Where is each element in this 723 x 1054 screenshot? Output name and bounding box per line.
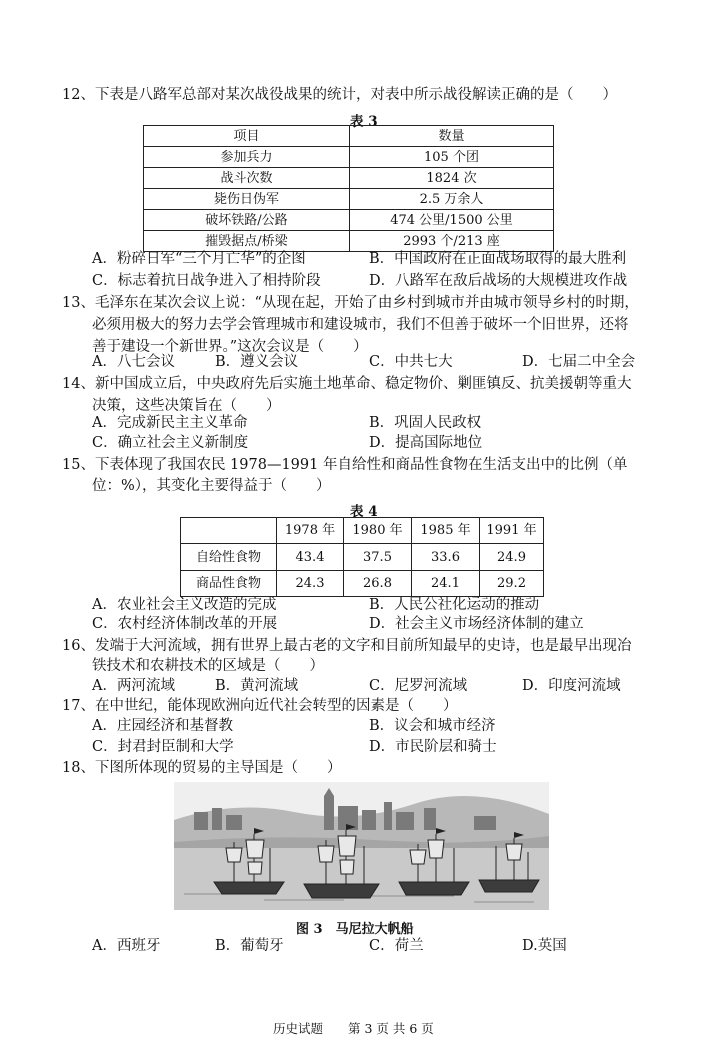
table4-header: 1978 年 [277,518,344,544]
table3-cell: 2993 个/213 座 [350,231,554,252]
q18-option-d[interactable]: D.英国 [522,938,567,954]
table3-cell: 破坏铁路/公路 [144,210,350,231]
q12-stem: 12、下表是八路军总部对某次战役战果的统计，对表中所示战役解读正确的是（ ） [62,87,617,103]
q18-option-a[interactable]: A．西班牙 [92,938,161,954]
q13-stem-line2: 必须用极大的努力去学会管理城市和建设城市，我们不但善于破坏一个旧世界，还将 [92,317,629,333]
q17-option-b[interactable]: B．议会和城市经济 [369,718,496,734]
table3-caption: 表 3 [350,114,378,130]
table4-cell: 43.4 [277,544,344,571]
table4-cell: 自给性食物 [181,544,277,571]
table-row [181,571,544,597]
table4 [180,517,544,597]
table3-cell: 参加兵力 [144,147,350,168]
page-footer: 历史试题 第 3 页 共 6 页 [273,1021,434,1036]
q14-option-a[interactable]: A．完成新民主主义革命 [92,415,248,431]
q12-option-d[interactable]: D．八路军在敌后战场的大规模进攻作战 [369,273,628,289]
q12-option-c[interactable]: C．标志着抗日战争进入了相持阶段 [92,273,321,289]
q13-option-a[interactable]: A．八七会议 [92,354,175,370]
table4-cell: 33.6 [412,544,480,571]
table3-cell: 摧毁据点/桥梁 [144,231,350,252]
table4-cell: 商品性食物 [181,571,277,597]
q15-option-a[interactable]: A．农业社会主义改造的完成 [92,597,277,613]
table4-header: 1985 年 [412,518,480,544]
table-row [144,189,554,210]
q15-stem-line1: 15、下表体现了我国农民 1978—1991 年自给性和商品性食物在生活支出中的比例（单 [62,457,628,473]
table-row [144,147,554,168]
table3-cell: 战斗次数 [144,168,350,189]
q18-option-c[interactable]: C．荷兰 [369,938,424,954]
table3-header: 数量 [350,126,554,147]
q15-option-c[interactable]: C．农村经济体制改革的开展 [92,616,278,632]
table4-header [181,518,277,544]
q16-stem-line2: 铁技术和农耕技术的区域是（ ） [92,658,324,674]
manila-galleon-figure [174,782,549,910]
table4-cell: 24.3 [277,571,344,597]
q16-option-b[interactable]: B．黄河流域 [215,678,299,694]
table-row [144,210,554,231]
table-row [144,231,554,252]
table4-header: 1980 年 [344,518,412,544]
table3-cell: 105 个团 [350,147,554,168]
table4-cell: 37.5 [344,544,412,571]
q18-stem-line1: 18、下图所体现的贸易的主导国是（ ） [62,760,342,776]
table4-header-row [181,518,544,544]
table-row [144,168,554,189]
q17-stem-line1: 17、在中世纪，能体现欧洲向近代社会转型的因素是（ ） [62,698,458,714]
q13-stem-line1: 13、毛泽东在某次会议上说：“从现在起，开始了由乡村到城市并由城市领导乡村的时期， [62,295,639,311]
table4-cell: 29.2 [480,571,544,597]
q17-option-a[interactable]: A．庄园经济和基督教 [92,718,233,734]
table3-cell: 2.5 万余人 [350,189,554,210]
q15-stem-line2: 位：%），其变化主要得益于（ ） [92,478,331,494]
galleon-engraving-icon [174,782,549,910]
q17-option-c[interactable]: C．封君封臣制和大学 [92,739,234,755]
q17-option-d[interactable]: D．市民阶层和骑士 [369,739,497,755]
figure3-caption: 图 3 马尼拉大帆船 [296,922,414,937]
table4-header: 1991 年 [480,518,544,544]
q12-option-a[interactable]: A．粉碎日军“三个月亡华”的企图 [92,251,306,267]
table4-caption: 表 4 [350,504,378,520]
q14-stem-line2: 决策，这些决策旨在（ ） [92,398,281,414]
q14-option-c[interactable]: C．确立社会主义新制度 [92,435,249,451]
table4-cell: 26.8 [344,571,412,597]
q16-option-c[interactable]: C．尼罗河流域 [369,678,468,694]
table-row [181,544,544,571]
q14-stem-line1: 14、新中国成立后，中央政府先后实施土地革命、稳定物价、剿匪镇反、抗美援朝等重大 [62,376,632,392]
q18-option-b[interactable]: B．葡萄牙 [215,938,284,954]
table4-cell: 24.9 [480,544,544,571]
q14-option-d[interactable]: D．提高国际地位 [369,435,483,451]
table3 [143,125,554,252]
table3-cell: 474 公里/1500 公里 [350,210,554,231]
q15-option-b[interactable]: B．人民公社化运动的推动 [369,597,540,613]
table4-cell: 24.1 [412,571,480,597]
q16-option-d[interactable]: D．印度河流域 [522,678,621,694]
q13-option-b[interactable]: B．遵义会议 [215,354,299,370]
table3-cell: 1824 次 [350,168,554,189]
q14-option-b[interactable]: B．巩固人民政权 [369,415,482,431]
q13-stem-line3: 善于建设一个新世界。”这次会议是（ ） [92,339,368,355]
table3-header-row [144,126,554,147]
table3-cell: 毙伤日伪军 [144,189,350,210]
q16-stem-line1: 16、发端于大河流域，拥有世界上最古老的文字和目前所知最早的史诗，也是最早出现冶 [62,638,632,654]
q13-option-d[interactable]: D．七届二中全会 [522,354,636,370]
q16-option-a[interactable]: A．两河流域 [92,678,175,694]
q12-option-b[interactable]: B．中国政府在正面战场取得的最大胜利 [369,251,627,267]
table3-header: 项目 [144,126,350,147]
q15-option-d[interactable]: D．社会主义市场经济体制的建立 [369,616,584,632]
q13-option-c[interactable]: C．中共七大 [369,354,453,370]
